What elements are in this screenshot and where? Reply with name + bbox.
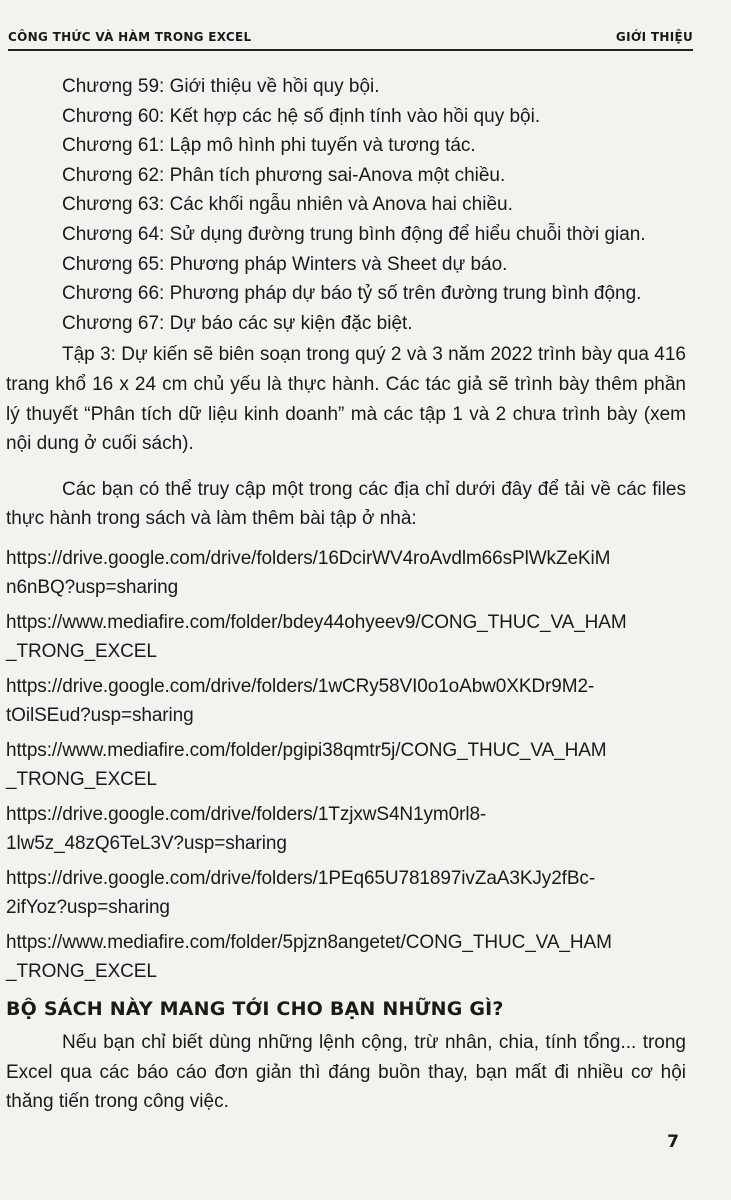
chapter-item: Chương 59: Giới thiệu về hồi quy bội. xyxy=(62,76,380,97)
download-link[interactable]: https://drive.google.com/drive/folders/16DcirWV4roAvdlm66sPlWkZeKiM n6nBQ?usp=sharing xyxy=(6,547,611,598)
download-link[interactable]: https://www.mediafire.com/folder/5pjzn8angetet/CONG_THUC_VA_HAM _TRONG_EXCEL xyxy=(6,931,612,982)
chapter-item: Chương 61: Lập mô hình phi tuyến và tương tác. xyxy=(62,135,476,157)
chapter-item: Chương 65: Phương pháp Winters và Sheet dự báo. xyxy=(62,253,508,275)
chapter-item: Chương 67: Dự báo các sự kiện đặc biệt. xyxy=(62,312,413,334)
book-title: CÔNG THỨC VÀ HÀM TRONG EXCEL xyxy=(8,30,252,44)
section-title: GIỚI THIỆU xyxy=(615,30,693,44)
chapter-item: Chương 60: Kết hợp các hệ số định tính vào hồi quy bội. xyxy=(62,105,541,127)
chapter-item: Chương 63: Các khối ngẫu nhiên và Anova hai chiều. xyxy=(62,194,513,216)
chapter-item: Chương 66: Phương pháp dự báo tỷ số trên đường trung bình động. xyxy=(62,283,642,305)
chapter-list xyxy=(6,72,686,338)
download-link[interactable]: https://drive.google.com/drive/folders/1wCRy58VI0o1oAbw0XKDr9M2- tOilSEud?usp=sharing xyxy=(6,675,595,726)
page-body xyxy=(6,72,686,1117)
download-link[interactable]: https://www.mediafire.com/folder/bdey44ohyeev9/CONG_THUC_VA_HAM _TRONG_EXCEL xyxy=(6,611,627,662)
section-heading: BỘ SÁCH NÀY MANG TỚI CHO BẠN NHỮNG GÌ? xyxy=(6,997,504,1020)
volume3-paragraph: Tập 3: Dự kiến sẽ biên soạn trong quý 2 và 3 năm 2022 trình bày qua 416 trang khổ 16 x 24 cm chủ yếu là thực hành. Các tác giả sẽ trình bày thêm phần lý thuyết “Phân tích dữ liệu kinh doanh” mà các tập 1 và 2 chưa trình bày (xem nội dung ở cuối sách). xyxy=(6,344,686,455)
download-links xyxy=(6,544,686,986)
closing-paragraph: Nếu bạn chỉ biết dùng những lệnh cộng, trừ nhân, chia, tính tổng... trong Excel qua các báo cáo đơn giản thì đáng buồn thay, bạn mất đi nhiều cơ hội thăng tiến trong công việc. xyxy=(6,1031,686,1113)
running-header xyxy=(8,30,693,51)
chapter-item: Chương 62: Phân tích phương sai-Anova một chiều. xyxy=(62,164,506,186)
page-number: 7 xyxy=(667,1132,679,1152)
download-link[interactable]: https://drive.google.com/drive/folders/1TzjxwS4N1ym0rl8- 1lw5z_48zQ6TeL3V?usp=sharing xyxy=(6,803,487,854)
access-paragraph: Các bạn có thể truy cập một trong các địa chỉ dưới đây để tải về các files thực hành trong sách và làm thêm bài tập ở nhà: xyxy=(6,478,686,530)
download-link[interactable]: https://www.mediafire.com/folder/pgipi38qmtr5j/CONG_THUC_VA_HAM _TRONG_EXCEL xyxy=(6,739,607,790)
download-link[interactable]: https://drive.google.com/drive/folders/1PEq65U781897ivZaA3KJy2fBc- 2ifYoz?usp=sharing xyxy=(6,867,596,918)
chapter-item: Chương 64: Sử dụng đường trung bình động để hiểu chuỗi thời gian. xyxy=(62,223,646,245)
